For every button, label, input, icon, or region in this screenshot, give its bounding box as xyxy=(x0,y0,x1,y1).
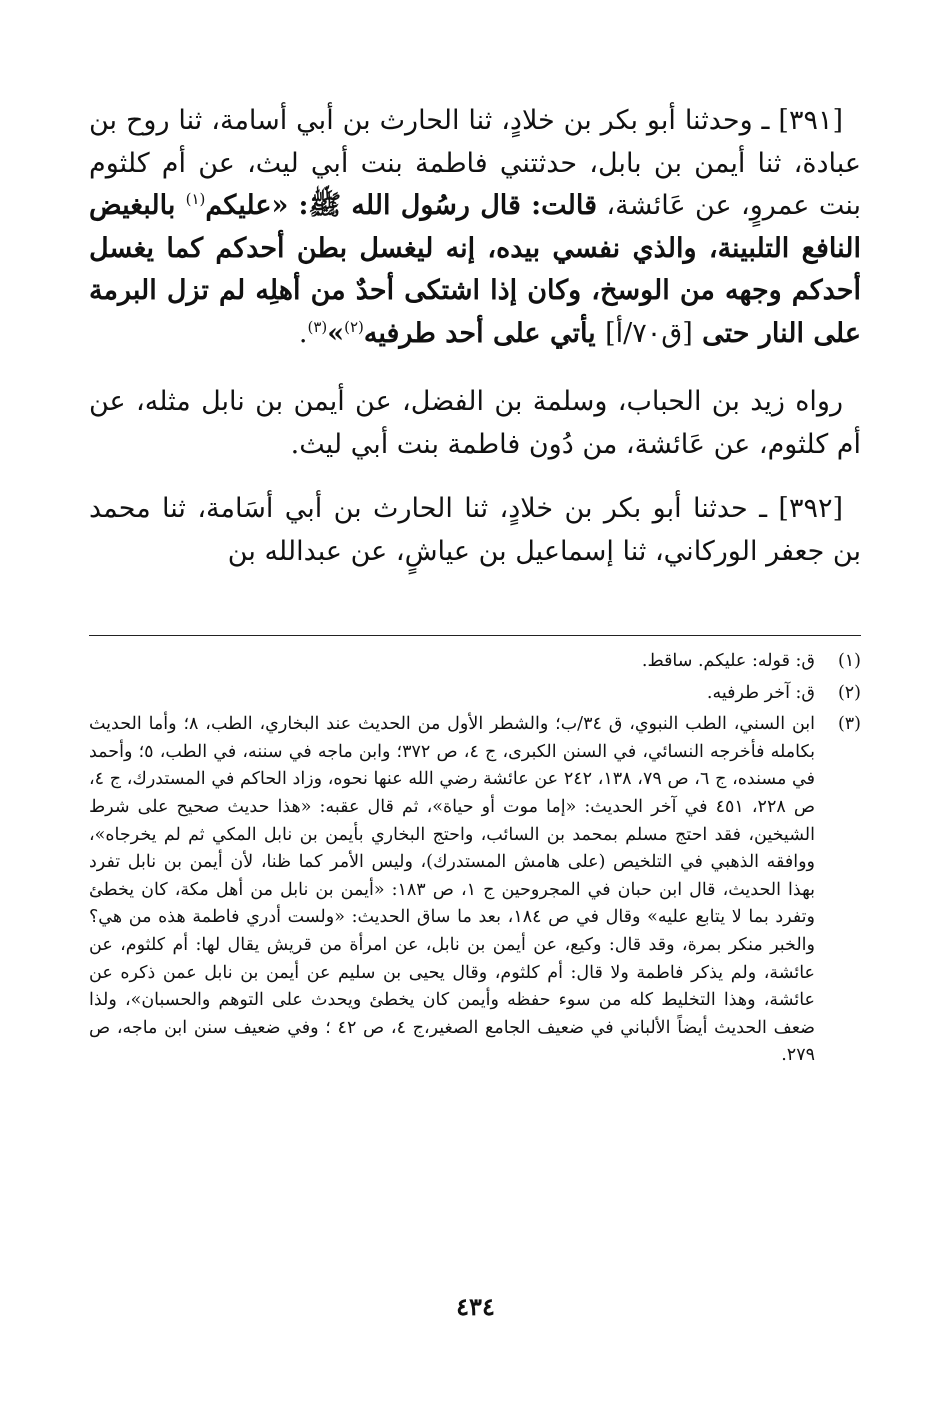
footnote-text: ق: آخر طرفيه. xyxy=(706,682,815,703)
footnote-marker-2[interactable]: (٢) xyxy=(344,317,364,336)
main-text xyxy=(89,100,861,595)
footnote-marker-1[interactable]: (١) xyxy=(185,190,206,208)
footnote-number: (٣) xyxy=(837,714,861,735)
hadith-391 xyxy=(89,100,861,355)
matn-end: يأتي على أحد طرفيه xyxy=(363,317,606,349)
footnote-number: (٢) xyxy=(837,682,861,703)
hadith-392 xyxy=(89,488,861,573)
footnote-separator xyxy=(89,635,861,636)
footnote-1 xyxy=(89,648,861,676)
matn-start: «عليكم xyxy=(205,190,289,221)
footnotes xyxy=(89,648,861,1074)
matn-text: بالبغيض النافع التلبينة، والذي نفسي بيده، إنه ليغسل بطن أحدكم كما يغسل أحدكم وجهه من الوسخ، وكان إذا اشتكى أحدٌ من أهلِه لم تزل البرمة على النار حتى xyxy=(89,190,861,349)
manuscript-folio-ref: [ق٧٠/أ] xyxy=(605,317,693,349)
footnote-number: (١) xyxy=(837,651,861,671)
hadith-number: [٣٩٢] xyxy=(778,493,843,524)
isnad-text: ـ حدثنا أبو بكر بن خلادٍ، ثنا الحارث بن أبي أسَامة، ثنا محمد بن جعفر الوركاني، ثنا إسماعيل بن عياشٍ، عن عبدالله بن xyxy=(89,493,861,567)
riwaya-paragraph: رواه زيد بن الحباب، وسلمة بن الفضل، عن أيمن بن نابل مثله، عن أم كلثوم، عن عَائشة، من دُون فاطمة بنت أبي ليث. xyxy=(89,386,861,460)
matn-close-quote: » xyxy=(327,317,345,349)
footnote-3 xyxy=(89,711,861,1070)
footnote-text: ابن السني، الطب النبوي، ق ٣٤/ب؛ والشطر الأول من الحديث عند البخاري، الطب، ٨؛ وأما الحديث بكامله فأخرجه النسائي، في السنن الكبرى، ج ٤، ص ٣٧٢؛ وابن ماجه في سننه، في الطب، ٥؛ وأحمد في مسنده، ج ٦، ص ٧٩، ١٣٨، ٢٤٢ عن عائشة رضي الله عنها نحوه، وزاد الحاكم في المستدرك، ج ٤، ص ٢٢٨، ٤٥١ في آخر الحديث: «إما موت أو حياة»، ثم قال عقبه: «هذا حديث صحيح على شرط الشيخين، فقد احتج مسلم بمحمد بن السائب، واحتج البخاري بأيمن بن نابل المكي ثم لم يخرجاه»، ووافقه الذهبي في التلخيص (على هامش المستدرك)، وليس الأمر كما ظنا، لأن أيمن بن نابل تفرد بهذا الحديث، قال ابن حبان في المجروحين ج ١، ص ١٨٣: «أيمن بن نابل من أهل مكة، كان يخطئ وتفرد بما لا يتابع عليه» وقال في ص ١٨٤، بعد ما ساق الحديث: «ولست أدري فاطمة هذه من هي؟ والخبر منكر بمرة، وقد قال: وكيع، عن أيمن بن نابل، عن امرأة من قريش يقال لها: أم كلثوم، عن عائشة، ولم يذكر فاطمة ولا قال: أم كلثوم، وقال يحيى بن سليم عن أيمن بن نابل عمن ذكره عن عائشة، وهذا التخليط كله من سوء حفظه وأيمن كان يخطئ ويحدث على التوهم والحسبان»، ولذا ضعف الحديث أيضاً الألباني في ضعيف الجامع الصغير،ج ٤، ص ٤٢ ؛ وفي ضعيف سنن ابن ماجه، ص ٢٧٩. xyxy=(89,714,816,1066)
hadith-number: [٣٩١] xyxy=(778,105,843,136)
sentence-end: . xyxy=(298,317,308,349)
isnad-text: ـ وحدثنا أبو بكر بن خلادٍ، ثنا الحارث بن أبي أسامة، ثنا روح بن عبادة، ثنا أيمن بن بابل، حدثتني فاطمة بنت أبي ليث، عن أم كلثوم بنت عمروٍ، عن عَائشة، xyxy=(89,105,861,221)
page-number: ٤٣٤ xyxy=(456,1292,495,1321)
qalat-text: قالت: قال رسُول الله ﷺ: xyxy=(288,190,598,221)
footnote-text: ق: قوله: عليكم. ساقط. xyxy=(641,651,815,671)
footnote-2 xyxy=(89,680,861,708)
footnote-marker-3[interactable]: (٣) xyxy=(307,317,328,336)
